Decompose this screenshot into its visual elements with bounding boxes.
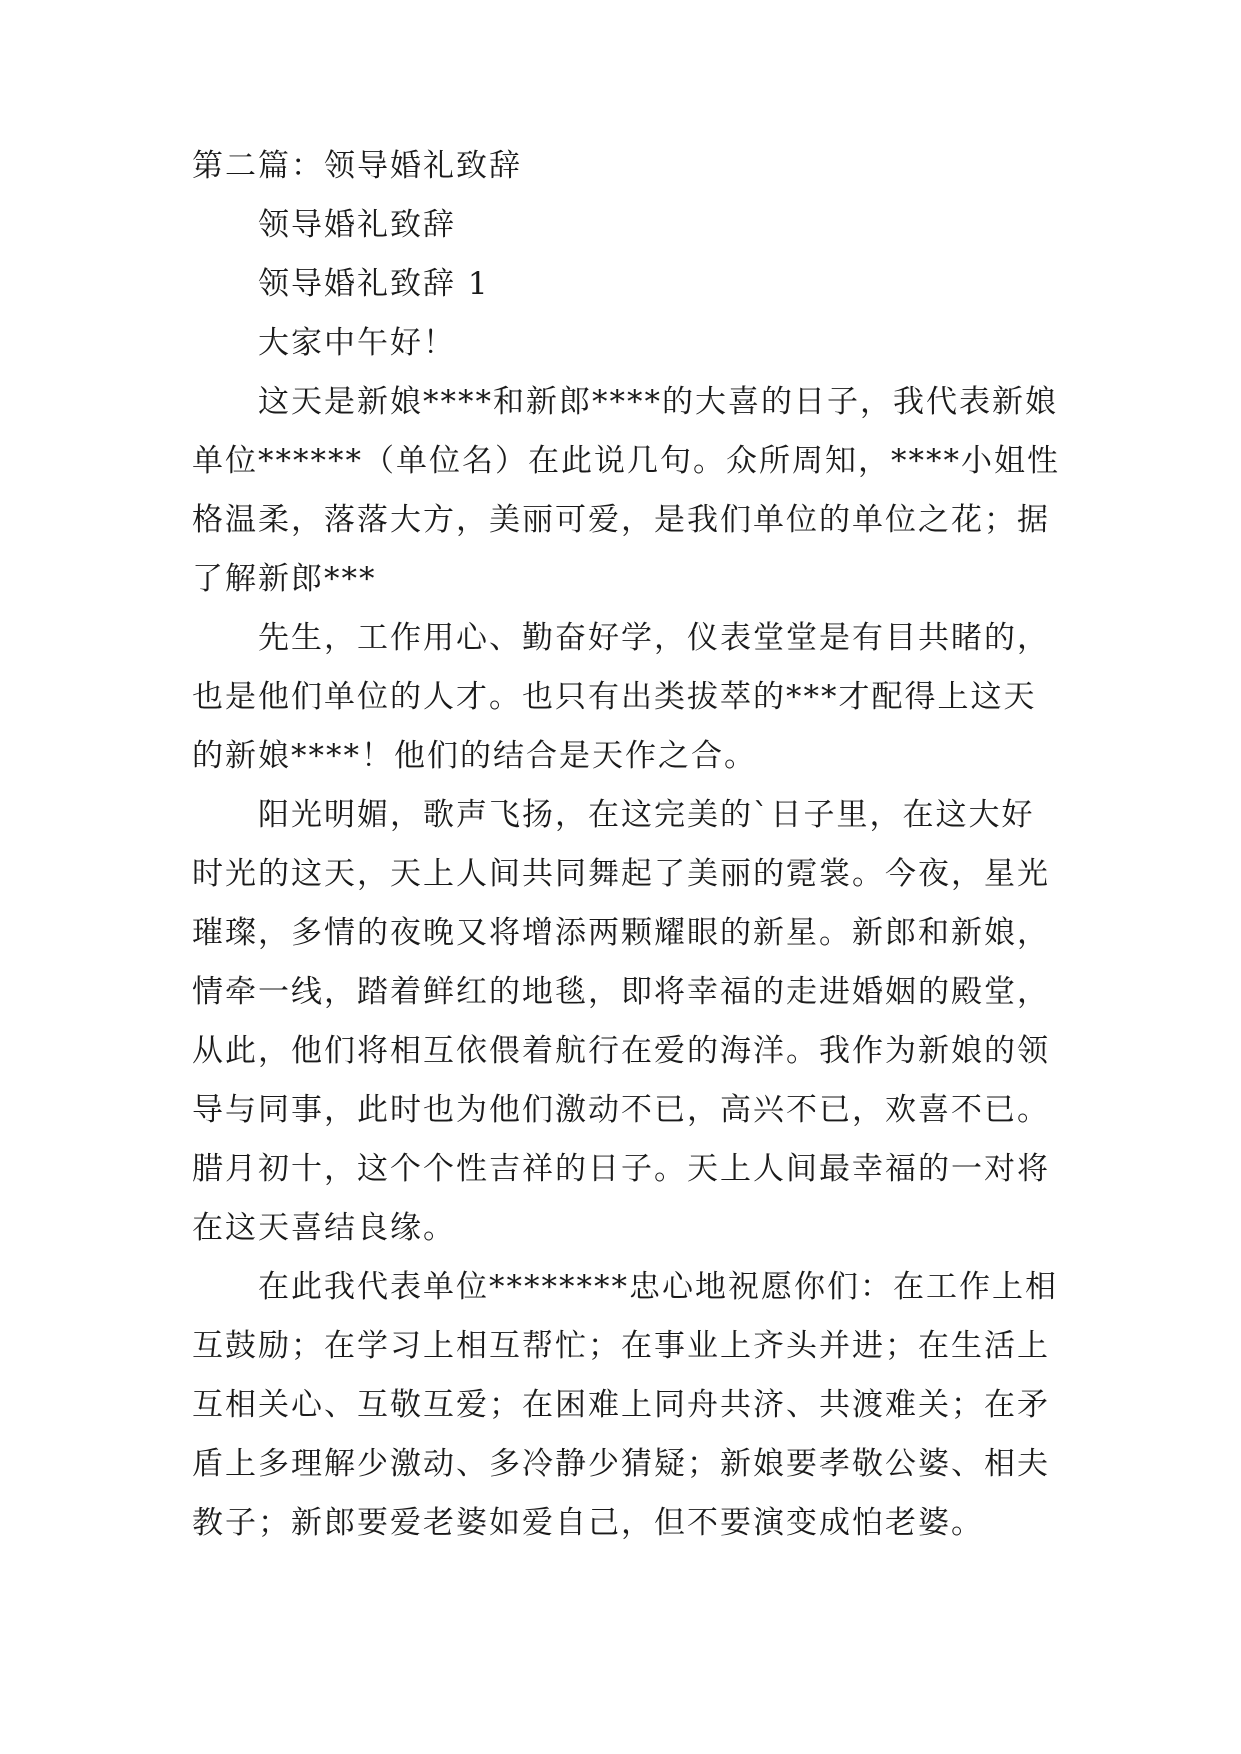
paragraph-line: 互相关心、互敬互爱；在困难上同舟共济、共渡难关；在矛: [192, 1387, 1050, 1423]
paragraph-line: 璀璨，多情的夜晚又将增添两颗耀眼的新星。新郎和新娘，: [192, 915, 1050, 951]
paragraph-line: 互鼓励；在学习上相互帮忙；在事业上齐头并进；在生活上: [192, 1328, 1050, 1364]
greeting-line: 大家中午好！: [258, 325, 456, 361]
document-title: 第二篇：领导婚礼致辞: [192, 148, 522, 184]
paragraph-line: 教子；新郎要爱老婆如爱自己，但不要演变成怕老婆。: [192, 1505, 984, 1541]
paragraph-line: 导与同事，此时也为他们激动不已，高兴不已，欢喜不已。: [192, 1092, 1050, 1128]
paragraph-line: 格温柔，落落大方，美丽可爱，是我们单位的单位之花；据: [192, 502, 1050, 538]
paragraph-line: 的新娘****！他们的结合是天作之合。: [192, 738, 757, 774]
paragraph-line: 先生，工作用心、勤奋好学，仪表堂堂是有目共睹的，: [258, 620, 1050, 656]
paragraph-line: 时光的这天，天上人间共同舞起了美丽的霓裳。今夜，星光: [192, 856, 1050, 892]
paragraph-line: 情牵一线，踏着鲜红的地毯，即将幸福的走进婚姻的殿堂，: [192, 974, 1050, 1010]
paragraph-line: 也是他们单位的人才。也只有出类拔萃的***才配得上这天: [192, 679, 1037, 715]
paragraph-line: 腊月初十，这个个性吉祥的日子。天上人间最幸福的一对将: [192, 1151, 1050, 1187]
paragraph-line: 在此我代表单位********忠心地祝愿你们：在工作上相: [258, 1269, 1058, 1305]
paragraph-line: 这天是新娘****和新郎****的大喜的日子，我代表新娘: [258, 384, 1058, 420]
paragraph-line: 从此，他们将相互依偎着航行在爱的海洋。我作为新娘的领: [192, 1033, 1050, 1069]
paragraph-line: 盾上多理解少激动、多冷静少猜疑；新娘要孝敬公婆、相夫: [192, 1446, 1050, 1482]
paragraph-line: 阳光明媚，歌声飞扬，在这完美的`日子里，在这大好: [258, 797, 1035, 833]
document-subtitle: 领导婚礼致辞: [258, 207, 456, 243]
paragraph-line: 在这天喜结良缘。: [192, 1210, 456, 1246]
paragraph-line: 了解新郎***: [192, 561, 377, 597]
section-heading: 领导婚礼致辞 1: [258, 266, 490, 302]
paragraph-line: 单位******（单位名）在此说几句。众所周知，****小姐性: [192, 443, 1060, 479]
